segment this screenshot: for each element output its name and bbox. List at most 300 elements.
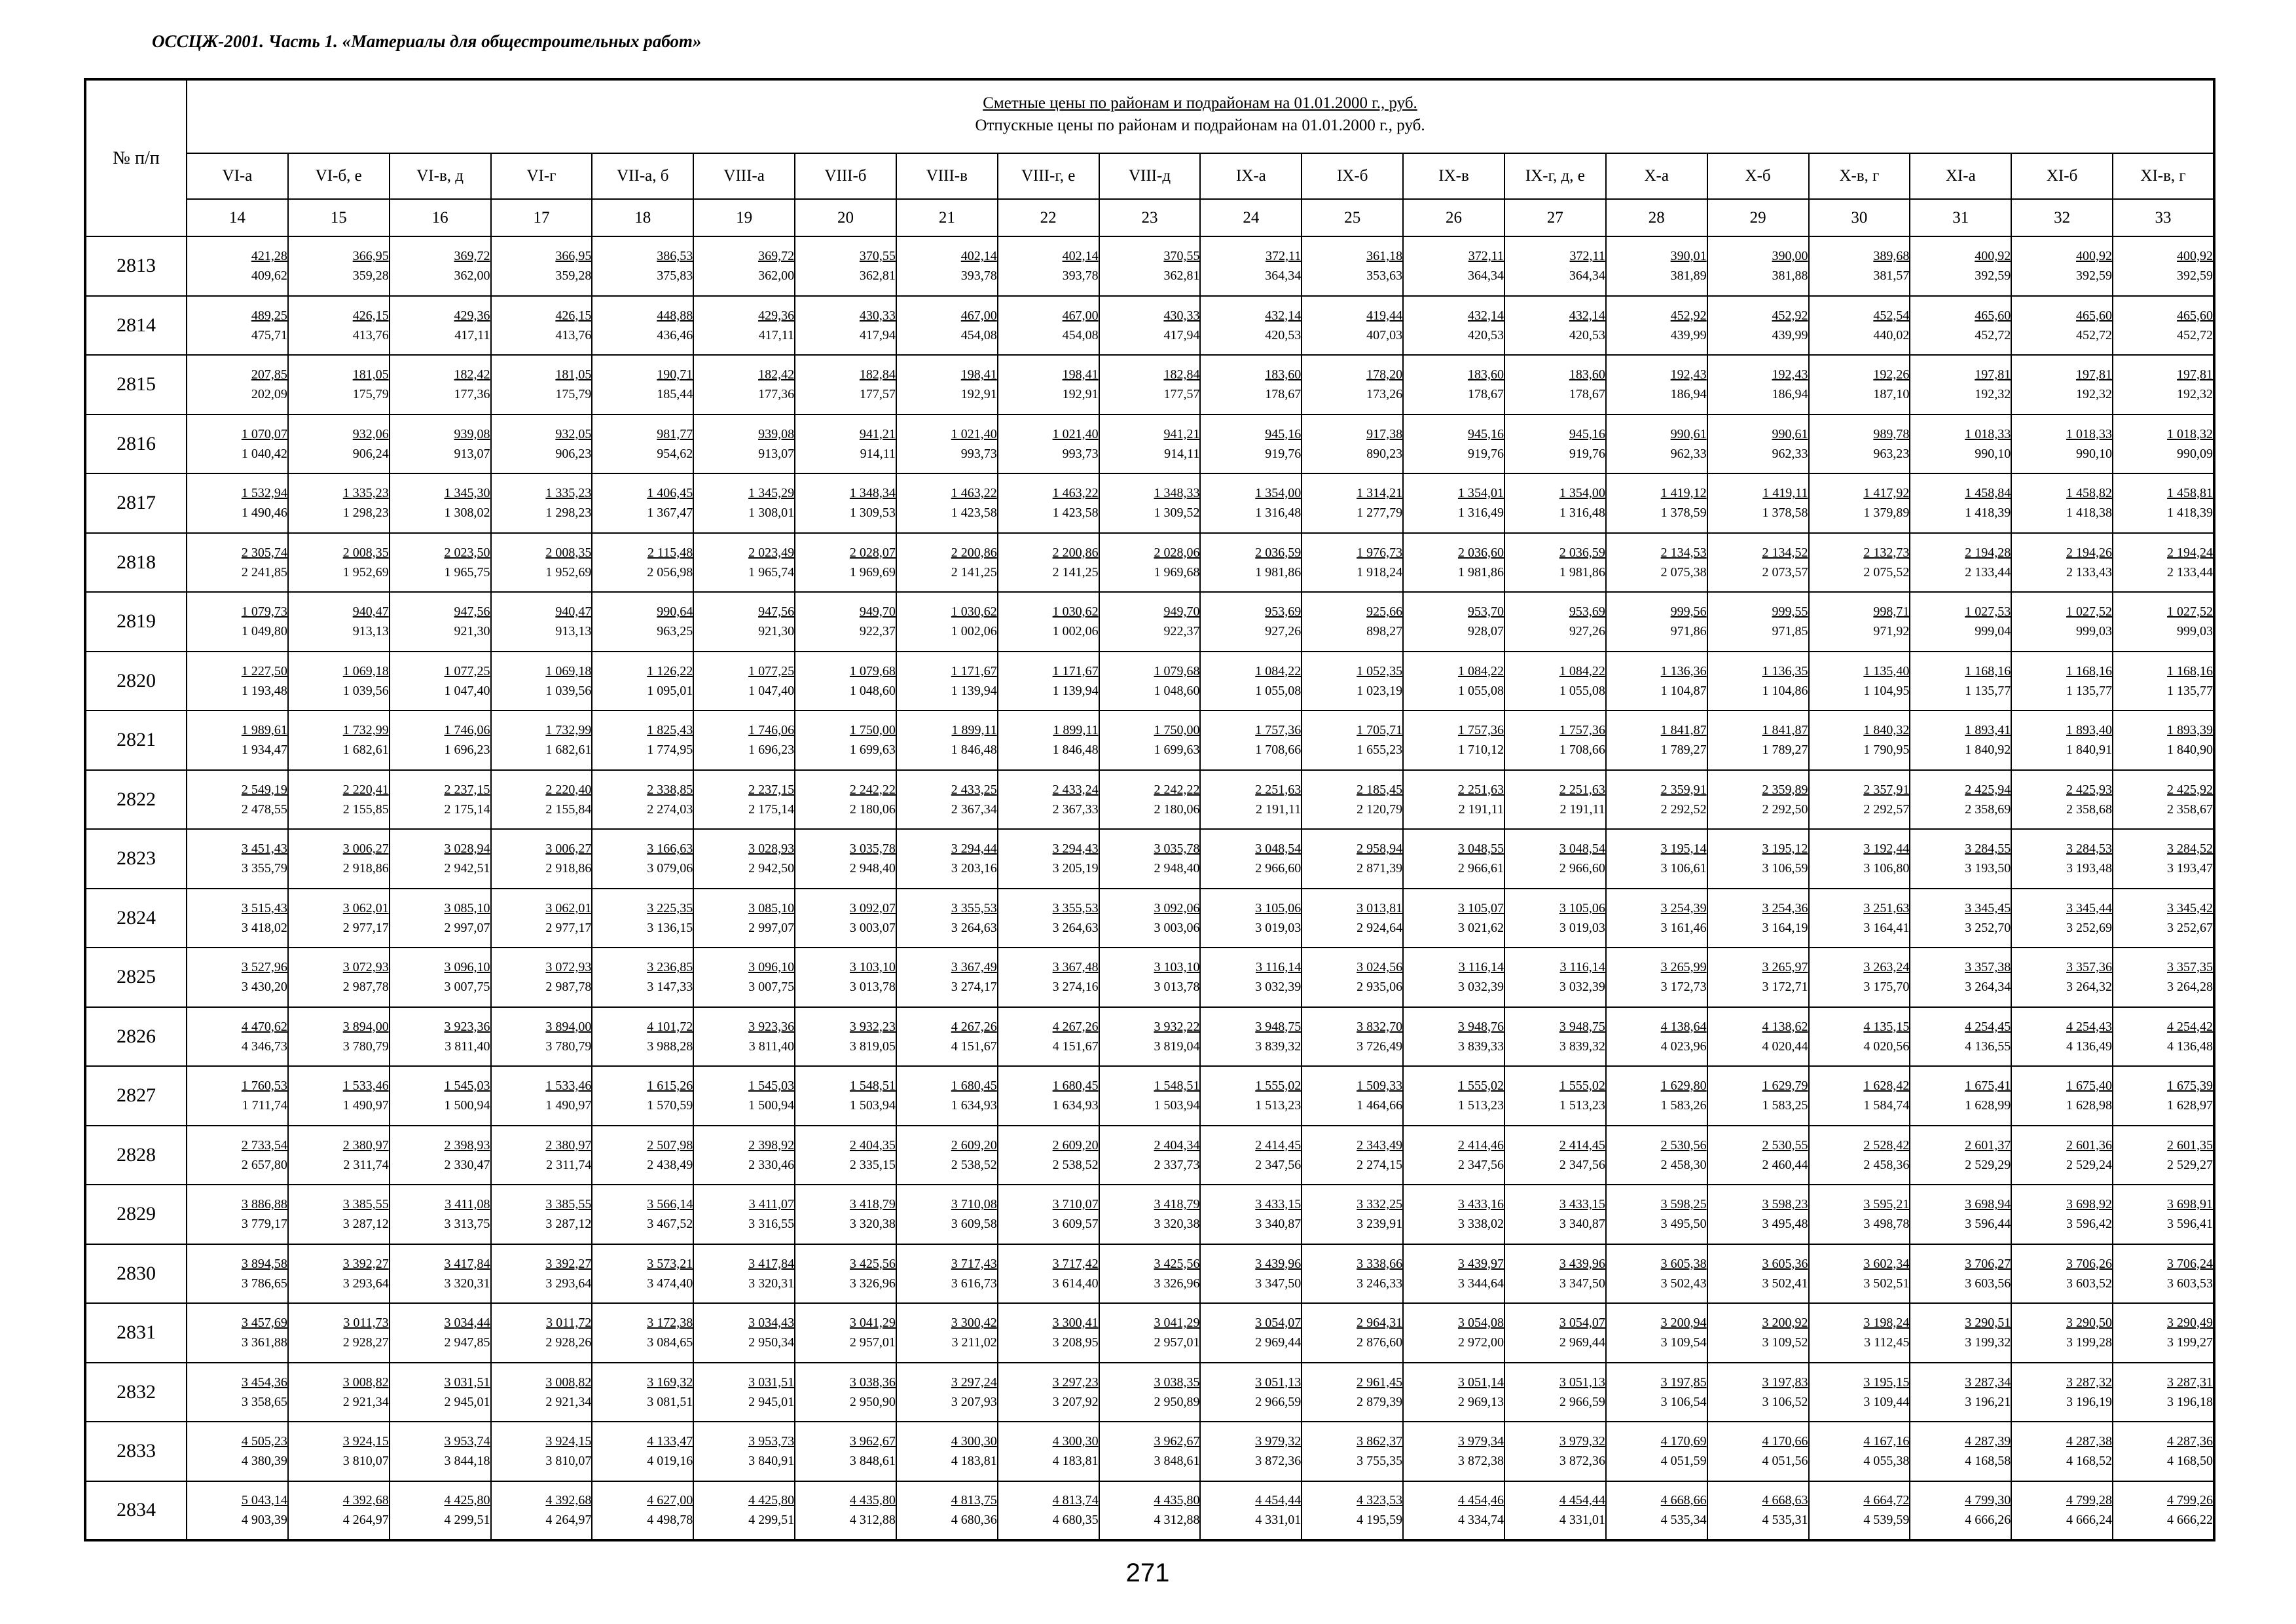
price-cell [2113,236,2214,296]
release-price: 2 657,80 [241,1157,287,1172]
price-cell [795,1481,896,1541]
estimate-price: 2 601,37 [1965,1137,2011,1153]
release-price: 1 308,02 [444,506,490,521]
table-row [85,1303,2214,1363]
price-cell [491,1185,592,1244]
release-price: 1 981,86 [1255,564,1302,580]
release-price: 177,36 [758,387,795,402]
release-price: 2 950,90 [849,1394,896,1409]
estimate-price: 1 746,06 [444,723,490,738]
price-cell [896,415,998,474]
release-price: 1 952,69 [545,564,592,580]
estimate-price: 990,61 [1670,426,1707,441]
release-price: 1 298,23 [342,506,389,521]
estimate-price: 1 168,16 [1965,663,2011,678]
row-number: 2832 [85,1363,187,1422]
price-cell [592,236,693,296]
estimate-price: 2 194,24 [2167,545,2214,560]
release-price: 3 780,79 [342,1039,389,1054]
price-cell [896,652,998,711]
estimate-price: 1 545,03 [748,1079,795,1094]
release-price: 454,08 [960,327,997,342]
price-cell [998,473,1099,533]
table-row [85,889,2214,948]
column-number: 27 [1504,199,1606,236]
estimate-price: 1 171,67 [951,663,997,678]
release-price: 4 055,38 [1863,1454,1910,1469]
price-cell [1910,415,2011,474]
price-cell [592,948,693,1007]
estimate-price: 366,95 [352,249,389,264]
release-price: 2 367,34 [951,802,997,817]
estimate-price: 2 251,63 [1457,782,1504,797]
release-price: 3 430,20 [241,980,287,995]
column-number: 17 [491,199,592,236]
price-cell [1910,355,2011,415]
estimate-price: 2 200,86 [1052,545,1099,560]
release-price: 4 539,59 [1863,1513,1910,1528]
price-cell [1200,1126,1302,1185]
release-price: 2 987,78 [545,980,592,995]
release-price: 4 535,31 [1762,1513,1808,1528]
release-price: 1 367,47 [647,506,693,521]
release-price: 1 952,69 [342,564,389,580]
price-cell [2011,415,2113,474]
price-cell [1809,1244,1910,1304]
price-cell [1099,948,1201,1007]
price-cell [1099,889,1201,948]
release-price: 2 155,85 [342,802,389,817]
price-cell [1809,1422,1910,1481]
estimate-price: 3 034,44 [444,1316,490,1331]
release-price: 4 195,59 [1357,1513,1403,1528]
estimate-price: 4 254,42 [2167,1019,2214,1034]
estimate-price: 3 072,93 [545,960,592,975]
estimate-price: 1 680,45 [951,1079,997,1094]
price-cell [1200,296,1302,356]
table-row [85,948,2214,1007]
release-price: 3 810,07 [342,1454,389,1469]
estimate-price: 4 425,80 [748,1493,795,1508]
price-cell [2113,415,2214,474]
estimate-price: 1 532,94 [241,486,287,501]
price-cell [795,296,896,356]
release-price: 2 191,11 [1559,802,1605,817]
price-cell [187,592,288,652]
release-price: 3 003,06 [1154,920,1200,935]
estimate-price: 372,11 [1266,249,1302,264]
release-price: 1 298,23 [545,506,592,521]
estimate-price: 3 294,44 [951,841,997,857]
estimate-price: 4 813,74 [1052,1493,1099,1508]
estimate-price: 3 169,32 [647,1375,693,1390]
release-price: 1 135,77 [2066,683,2113,698]
price-cell [1809,710,1910,770]
price-cell [390,355,491,415]
price-cell [1910,829,2011,889]
estimate-price: 3 284,55 [1965,841,2011,857]
price-cell [1910,1185,2011,1244]
table-row [85,1066,2214,1126]
estimate-price: 2 433,25 [951,782,997,797]
release-price: 2 957,01 [1154,1335,1200,1350]
price-cell [1403,1126,1504,1185]
price-cell [187,1007,288,1067]
price-cell [1809,770,1910,830]
price-cell [693,296,795,356]
release-price: 3 320,38 [1154,1217,1200,1232]
estimate-price: 1 021,40 [951,426,997,441]
estimate-price: 4 254,43 [2066,1019,2113,1034]
release-price: 3 007,75 [748,980,795,995]
num-header: № п/п [85,79,187,236]
release-price: 3 495,48 [1762,1217,1808,1232]
release-price: 4 299,51 [748,1513,795,1528]
release-price: 3 502,43 [1660,1276,1707,1291]
release-price: 1 316,49 [1457,506,1504,521]
estimate-price: 3 172,38 [647,1316,693,1331]
price-cell [1606,1007,1707,1067]
price-cell [390,1126,491,1185]
column-number: 23 [1099,199,1201,236]
estimate-price: 1 675,41 [1965,1079,2011,1094]
release-price: 2 924,64 [1357,920,1403,935]
price-cell [592,533,693,593]
estimate-price: 2 237,15 [748,782,795,797]
estimate-price: 2 601,35 [2167,1137,2214,1153]
estimate-price: 1 030,62 [951,604,997,619]
estimate-price: 1 841,87 [1660,723,1707,738]
release-price: 436,46 [657,327,693,342]
release-price: 186,94 [1772,387,1808,402]
estimate-price: 1 084,22 [1559,663,1605,678]
price-cell [693,710,795,770]
price-cell [1707,533,1809,593]
price-cell [2113,1244,2214,1304]
region-header: IX-б [1302,153,1403,199]
price-cell [1403,710,1504,770]
price-cell [693,1422,795,1481]
price-cell [491,1126,592,1185]
price-cell [998,1481,1099,1541]
estimate-price: 2 343,49 [1357,1137,1403,1153]
estimate-price: 1 555,02 [1457,1079,1504,1094]
price-cell [1707,592,1809,652]
price-cell [1707,829,1809,889]
estimate-price: 4 799,28 [2066,1493,2113,1508]
release-price: 409,62 [251,268,287,284]
release-price: 192,32 [1975,387,2011,402]
estimate-price: 3 706,26 [2066,1256,2113,1271]
price-cell [1707,1126,1809,1185]
row-number: 2822 [85,770,187,830]
price-cell [1302,355,1403,415]
release-price: 3 013,78 [1154,980,1200,995]
price-cell [1504,592,1606,652]
price-cell [2113,533,2214,593]
price-cell [1606,1244,1707,1304]
release-price: 1 423,58 [951,506,997,521]
estimate-price: 4 392,68 [342,1493,389,1508]
release-price: 3 164,19 [1762,920,1808,935]
release-price: 2 337,73 [1154,1157,1200,1172]
estimate-price: 452,92 [1670,308,1707,323]
estimate-price: 2 530,55 [1762,1137,1808,1153]
price-cell [288,236,390,296]
price-cell [390,1303,491,1363]
estimate-price: 3 265,99 [1660,960,1707,975]
estimate-price: 3 433,15 [1255,1197,1302,1212]
price-cell [1403,533,1504,593]
region-header: VIII-а [693,153,795,199]
estimate-price: 2 609,20 [951,1137,997,1153]
price-cell [390,1481,491,1541]
price-cell [1099,1422,1201,1481]
price-caption [187,79,2214,153]
release-price: 914,11 [860,446,896,461]
estimate-price: 4 470,62 [241,1019,287,1034]
price-cell [1200,652,1302,711]
estimate-price: 1 899,11 [1053,723,1099,738]
price-cell [1200,236,1302,296]
price-cell [693,1007,795,1067]
release-price: 178,67 [1265,387,1302,402]
release-price: 1 464,66 [1357,1098,1403,1113]
price-cell [1606,1126,1707,1185]
price-cell [795,710,896,770]
release-price: 393,78 [1062,268,1099,284]
estimate-price: 2 115,48 [647,545,693,560]
price-cell [1809,1303,1910,1363]
price-cell [491,1303,592,1363]
estimate-price: 949,70 [859,604,896,619]
price-cell [390,1422,491,1481]
price-cell [1403,829,1504,889]
estimate-price: 2 964,31 [1357,1316,1403,1331]
release-price: 3 264,63 [1052,920,1099,935]
price-cell [693,1363,795,1422]
table-head [85,79,2214,236]
estimate-price: 1 419,12 [1660,486,1707,501]
estimate-price: 402,14 [960,249,997,264]
release-price: 2 969,44 [1255,1335,1302,1350]
estimate-price: 1 406,45 [647,486,693,501]
estimate-price: 1 675,40 [2066,1079,2113,1094]
price-cell [1302,1007,1403,1067]
release-price: 1 790,95 [1863,743,1910,758]
price-cell [288,1363,390,1422]
price-cell [2113,710,2214,770]
release-price: 2 292,57 [1863,802,1910,817]
price-cell [1200,1481,1302,1541]
price-cell [795,770,896,830]
release-price: 2 928,26 [545,1335,592,1350]
price-cell [2011,889,2113,948]
release-price: 2 141,25 [1052,564,1099,580]
price-cell [1707,770,1809,830]
price-cell [896,1481,998,1541]
release-price: 1 104,95 [1863,683,1910,698]
price-cell [1910,1481,2011,1541]
estimate-price: 3 457,69 [241,1316,287,1331]
release-price: 3 872,36 [1255,1454,1302,1469]
price-cell [491,1481,592,1541]
price-cell [693,1066,795,1126]
price-cell [491,415,592,474]
estimate-price: 1 615,26 [647,1079,693,1094]
estimate-price: 4 267,26 [951,1019,997,1034]
price-cell [1302,236,1403,296]
price-cell [998,652,1099,711]
release-price: 3 199,32 [1965,1335,2011,1350]
price-cell [1099,473,1201,533]
price-cell [693,415,795,474]
release-price: 1 418,39 [1965,506,2011,521]
release-price: 2 292,50 [1762,802,1808,817]
estimate-price: 3 254,39 [1660,900,1707,915]
price-cell [1606,473,1707,533]
row-number: 2834 [85,1481,187,1541]
release-price: 3 326,96 [1154,1276,1200,1291]
release-price: 3 495,50 [1660,1217,1707,1232]
price-cell [1707,415,1809,474]
price-cell [1403,1244,1504,1304]
release-price: 1 965,75 [444,564,490,580]
estimate-price: 953,69 [1265,604,1302,619]
price-cell [1302,1244,1403,1304]
estimate-price: 3 200,94 [1660,1316,1707,1331]
release-price: 2 977,17 [545,920,592,935]
price-cell [1809,533,1910,593]
release-price: 3 811,40 [445,1039,490,1054]
estimate-price: 1 069,18 [342,663,389,678]
price-cell [288,1303,390,1363]
estimate-price: 3 698,94 [1965,1197,2011,1212]
estimate-price: 4 267,26 [1052,1019,1099,1034]
release-price: 3 467,52 [647,1217,693,1232]
estimate-price: 1 018,33 [2066,426,2113,441]
price-cell [896,710,998,770]
price-cell [693,1126,795,1185]
estimate-price: 3 706,24 [2167,1256,2214,1271]
release-price: 2 928,27 [342,1335,389,1350]
estimate-price: 2 028,07 [849,545,896,560]
price-cell [1403,1066,1504,1126]
release-price: 3 474,40 [647,1276,693,1291]
estimate-price: 1 555,02 [1255,1079,1302,1094]
price-cell [998,592,1099,652]
price-cell [795,1007,896,1067]
estimate-price: 3 454,36 [241,1375,287,1390]
estimate-price: 3 595,21 [1863,1197,1910,1212]
release-price: 963,25 [657,624,693,639]
estimate-price: 1 989,61 [241,723,287,738]
release-price: 4 151,67 [951,1039,997,1054]
release-price: 4 264,97 [545,1513,592,1528]
estimate-price: 386,53 [657,249,693,264]
price-cell [288,473,390,533]
release-price: 3 293,64 [342,1276,389,1291]
price-cell [2011,1422,2113,1481]
estimate-price: 1 335,23 [545,486,592,501]
price-cell [1809,236,1910,296]
price-cell [491,533,592,593]
estimate-price: 3 038,35 [1154,1375,1200,1390]
release-price: 3 252,69 [2066,920,2113,935]
release-price: 364,34 [1265,268,1302,284]
estimate-price: 419,44 [1366,308,1403,323]
estimate-price: 1 348,34 [849,486,896,501]
price-cell [998,710,1099,770]
estimate-price: 1 077,25 [444,663,490,678]
price-cell [390,533,491,593]
release-price: 2 950,34 [748,1335,795,1350]
region-header: VI-б, е [288,153,390,199]
release-price: 3 344,64 [1457,1276,1504,1291]
estimate-price: 3 357,36 [2066,960,2113,975]
release-price: 922,37 [859,624,896,639]
price-cell [1707,1481,1809,1541]
table-row [85,592,2214,652]
estimate-price: 3 038,36 [849,1375,896,1390]
estimate-price: 3 062,01 [545,900,592,915]
estimate-price: 3 439,96 [1255,1256,1302,1271]
release-price: 2 335,15 [849,1157,896,1172]
estimate-price: 3 425,56 [849,1256,896,1271]
price-cell [187,1185,288,1244]
price-cell [1403,1481,1504,1541]
release-price: 2 438,49 [647,1157,693,1172]
estimate-price: 4 170,69 [1660,1434,1707,1449]
caption-estimate: Сметные цены по районам и подрайонам на 01.01.2000 г., руб. [983,94,1417,112]
estimate-price: 207,85 [251,367,287,382]
release-price: 417,94 [859,327,896,342]
price-cell [491,592,592,652]
estimate-price: 3 011,73 [343,1316,389,1331]
release-price: 1 840,91 [2066,743,2113,758]
estimate-price: 3 515,43 [241,900,287,915]
estimate-price: 181,05 [352,367,389,382]
release-price: 392,59 [2076,268,2113,284]
price-cell [2011,1363,2113,1422]
estimate-price: 3 605,38 [1660,1256,1707,1271]
estimate-price: 182,42 [758,367,795,382]
price-cell [187,710,288,770]
release-price: 4 346,73 [241,1039,287,1054]
price-cell [2011,1303,2113,1363]
estimate-price: 3 924,15 [342,1434,389,1449]
estimate-price: 4 799,26 [2167,1493,2214,1508]
price-cell [2011,710,2113,770]
price-cell [1099,533,1201,593]
release-price: 2 918,86 [342,861,389,876]
estimate-price: 183,60 [1265,367,1302,382]
release-price: 178,67 [1467,387,1504,402]
price-cell [1910,1007,2011,1067]
release-price: 3 081,51 [647,1394,693,1409]
estimate-price: 3 886,88 [241,1197,287,1212]
price-cell [1504,829,1606,889]
release-price: 2 921,34 [342,1394,389,1409]
price-cell [2113,1126,2214,1185]
release-price: 359,28 [352,268,389,284]
price-table [84,78,2215,1541]
price-cell [1707,710,1809,770]
release-price: 3 358,65 [241,1394,287,1409]
estimate-price: 2 036,59 [1559,545,1605,560]
estimate-price: 1 077,25 [748,663,795,678]
price-cell [1707,1066,1809,1126]
